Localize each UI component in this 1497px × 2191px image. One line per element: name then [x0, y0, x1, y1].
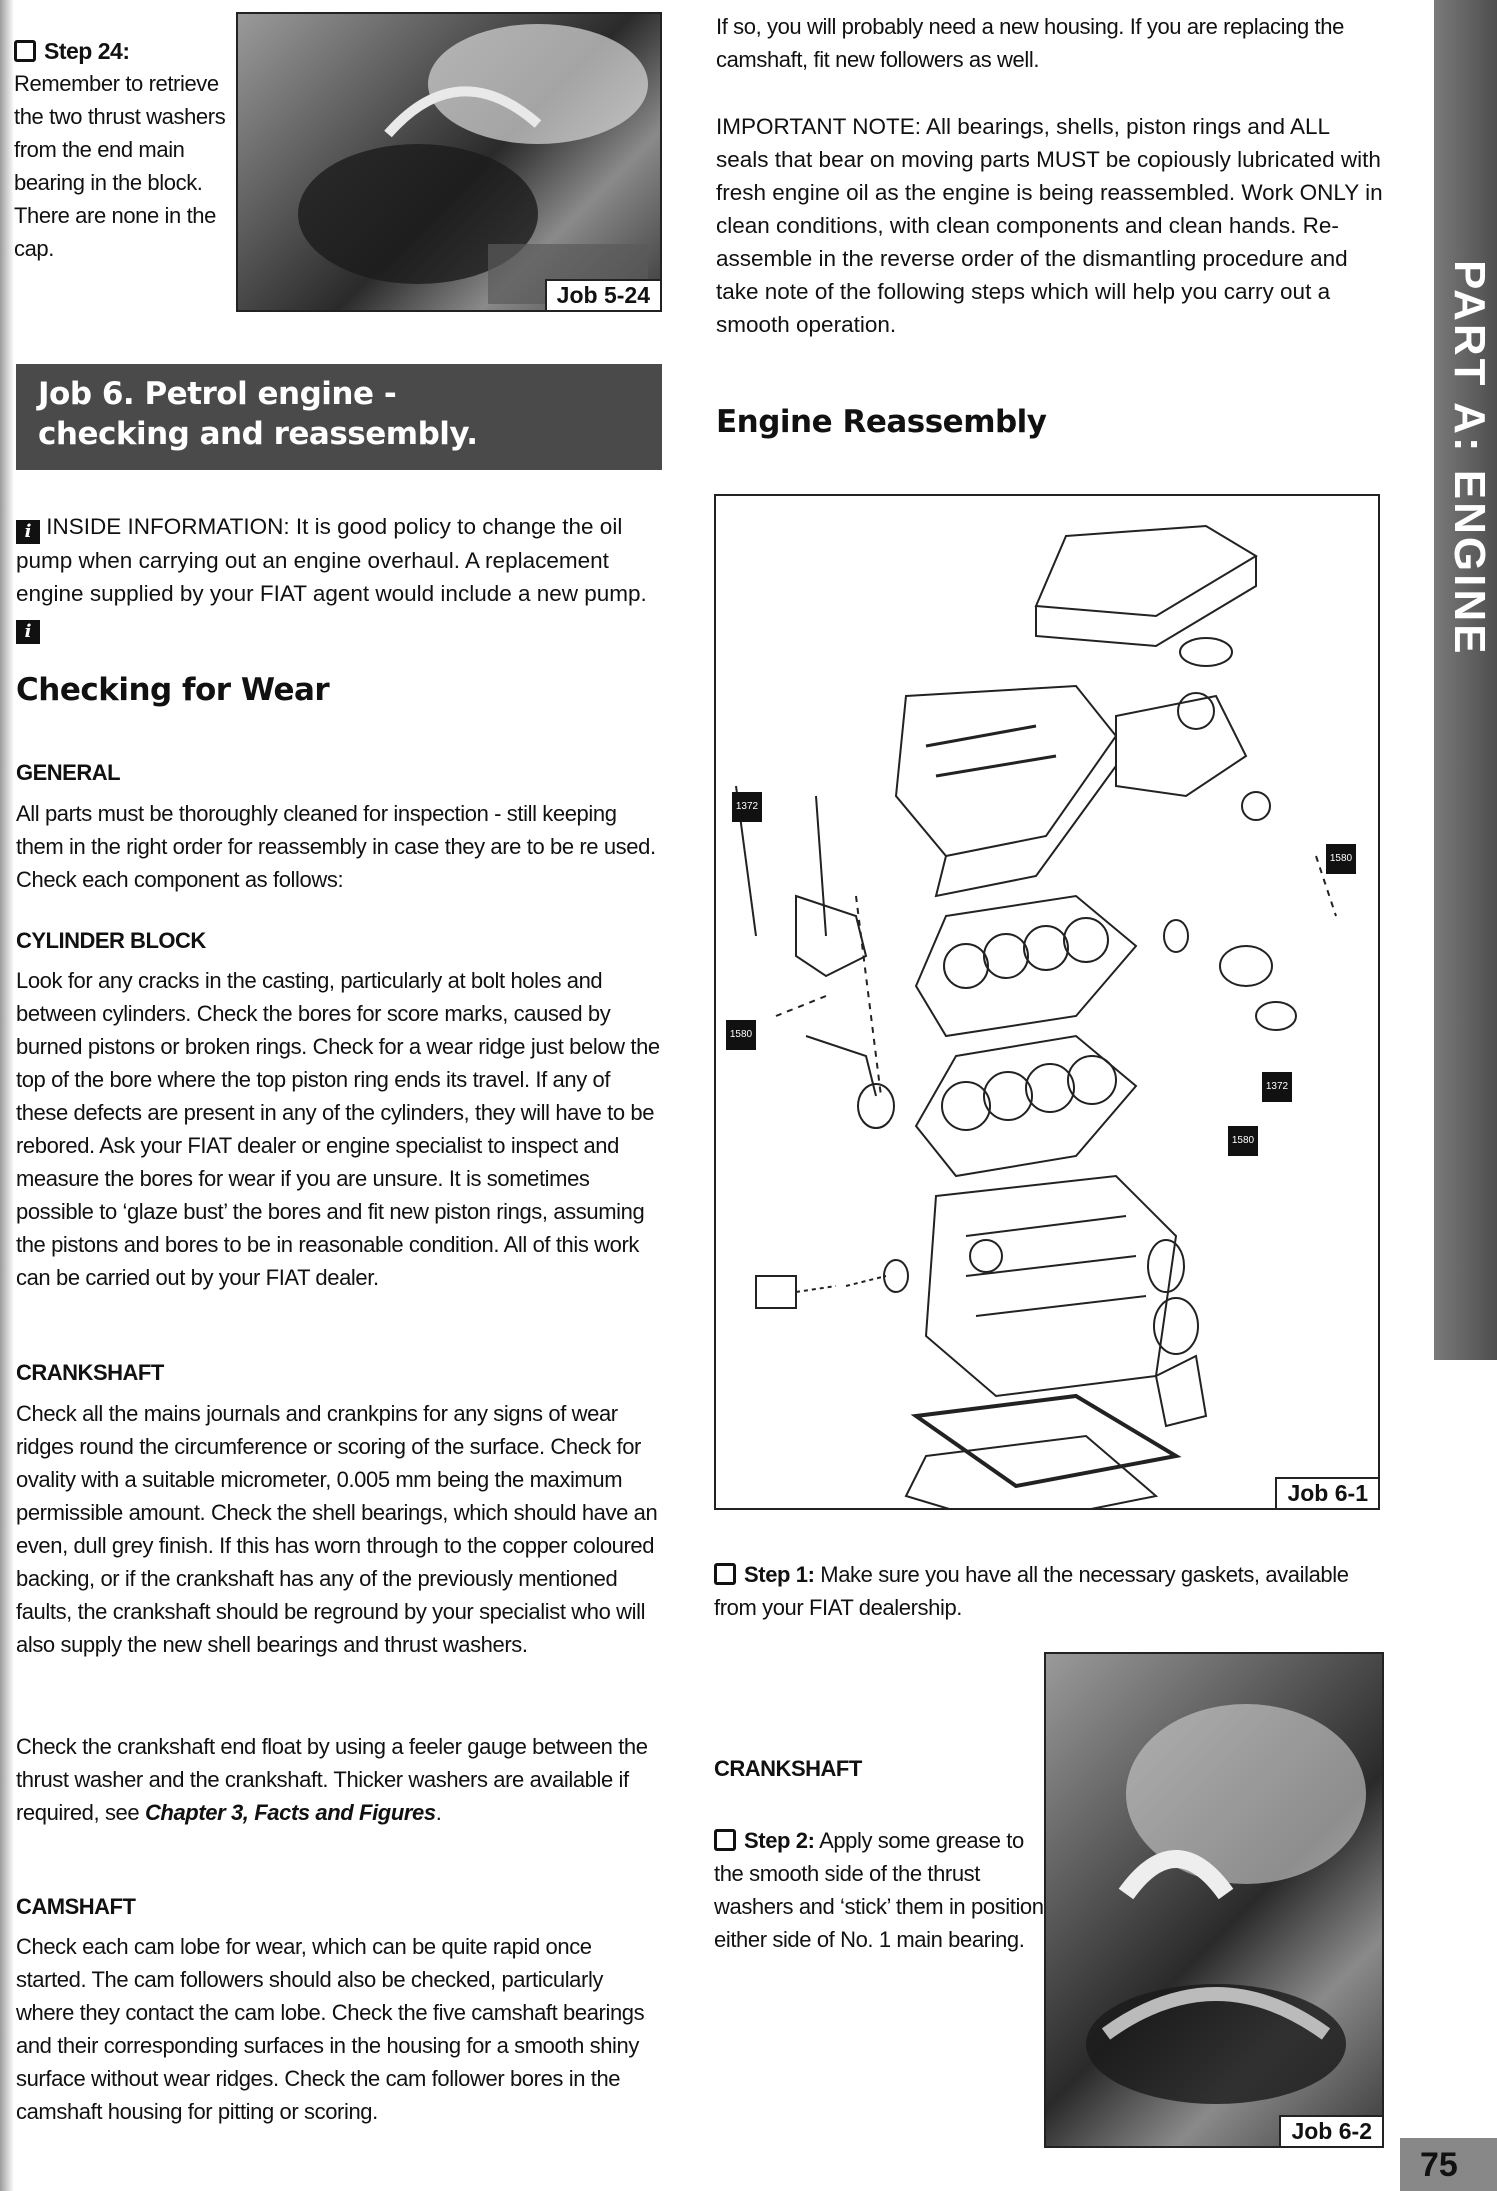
crankshaft-text-1: Check all the mains journals and crankpins for any signs of wear ridges round the circumference or scoring of the surface. Check for ovality with a suitable micrometer, 0.005 mm being the maximum permissible amount. Check the shell bearings, which should have an even, dull grey finish. If this has worn through to the copper coloured backing, or if the crankshaft has any of the previously mentioned faults, the crankshaft should be reground by your specialist who will also supply the new shell bearings and thrust washers. [16, 1401, 658, 1657]
cylinder-block-title: CYLINDER BLOCK [16, 928, 206, 953]
info-icon: i [16, 620, 40, 644]
camshaft-text: Check each cam lobe for wear, which can be quite rapid once started. The cam followers should also be checked, particularly where they contact the cam lobe. Check the five camshaft bearings and their corresponding surfaces in the housing for a smooth shiny surface without wear ridges. Check the cam follower bores in the camshaft housing for pitting or scoring. [16, 1934, 645, 2124]
checkbox-icon [14, 40, 36, 62]
photo-thrust-washer-grease [1046, 1654, 1384, 2148]
step1-label: Step 1: [744, 1562, 815, 1587]
gasket-set-badge: 1580 [726, 1020, 756, 1050]
checking-for-wear-title: Checking for Wear [16, 672, 330, 708]
crankshaft-title-left: CRANKSHAFT [16, 1360, 164, 1385]
crank-float-end: . [435, 1800, 442, 1825]
crank-float-text: Check the crankshaft end float by using a feeler gauge between the thrust washer and the crankshaft. Thicker washers are available if required, see [16, 1734, 648, 1825]
photo-label: Job 6-2 [1279, 2115, 1384, 2148]
photo-job-5-24 [236, 12, 662, 312]
step2-label: Step 2: [744, 1828, 815, 1853]
camshaft-title: CAMSHAFT [16, 1894, 136, 1919]
chapter-reference: Chapter 3, Facts and Figures [144, 1800, 436, 1825]
side-tab-text: PART A: ENGINE [1445, 260, 1494, 657]
gasket-set-badge: 1372 [732, 792, 762, 822]
gasket-set-badge: 1580 [1228, 1126, 1258, 1156]
page-number: 75 [1420, 2146, 1458, 2184]
crankshaft-text-2 [16, 1730, 656, 1829]
step2-block [714, 1824, 1050, 1956]
gasket-set-badge: 1372 [1262, 1072, 1292, 1102]
general-text: All parts must be thoroughly cleaned for inspection - still keeping them in the right order for reassembly in case they are to be re used. Check each component as follows: [16, 801, 656, 892]
photo-job-6-2 [1044, 1652, 1384, 2148]
step24-block [14, 38, 234, 265]
important-note: IMPORTANT NOTE: All bearings, shells, piston rings and ALL seals that bear on moving parts MUST be copiously lubricated with fresh engine oil as the engine is being reassembled. Work ONLY in clean conditions, with clean components and clean hands. Re-assemble in the reverse order of the dismantling procedure and take note of the following steps which will help you carry out a smooth operation. [716, 114, 1383, 337]
checkbox-icon [714, 1563, 736, 1585]
checkbox-icon [714, 1829, 736, 1851]
step24-text: Remember to retrieve the two thrust washers from the end main bearing in the block. There are none in the cap. [14, 71, 226, 261]
general-title: GENERAL [16, 760, 121, 785]
step24-label: Step 24: [44, 38, 130, 64]
engine-reassembly-title: Engine Reassembly [716, 404, 1047, 440]
diagram-label: Job 6-1 [1275, 1477, 1380, 1510]
gasket-set-badge: 1580 [1326, 844, 1356, 874]
photo-label: Job 5-24 [545, 279, 662, 312]
crankshaft-title-right: CRANKSHAFT [714, 1756, 862, 1781]
section-side-tab [1434, 0, 1497, 1360]
inside-information [16, 510, 666, 644]
cylinder-block-text: Look for any cracks in the casting, particularly at bolt holes and between cylinders. Check the bores for score marks, caused by burned pistons or broken rings. Check for a wear ridge just below the top of the bore where the top piston ring ends its travel. If any of these defects are present in any of the cylinders, they will have to be rebored. Ask your FIAT dealer or engine specialist to inspect and measure the bores for wear if you are unsure. It is sometimes possible to ‘glaze bust’ the bores and fit new piston rings, assuming the pistons and bores to be in reasonable condition. All of this work can be carried out by your FIAT dealer. [16, 968, 660, 1290]
job6-header-line1: Job 6. Petrol engine - [38, 376, 397, 412]
job6-header [16, 364, 662, 470]
photo-hands-thrust-washer [238, 14, 662, 312]
page-edge-shadow [0, 0, 14, 2191]
exploded-view-drawing [716, 496, 1380, 1510]
inside-info-text: INSIDE INFORMATION: It is good policy to change the oil pump when carrying out an engine overhaul. A replacement engine supplied by your FIAT agent would include a new pump. [16, 514, 647, 606]
info-icon: i [16, 520, 40, 544]
job6-header-line2: checking and reassembly. [38, 416, 478, 452]
engine-exploded-diagram [714, 494, 1380, 1510]
right-intro-text: If so, you will probably need a new housing. If you are replacing the camshaft, fit new followers as well. [716, 14, 1344, 72]
step1-text: Make sure you have all the necessary gaskets, available from your FIAT dealership. [714, 1562, 1349, 1620]
step1-block [714, 1558, 1364, 1624]
step2-text: Apply some grease to the smooth side of the thrust washers and ‘stick’ them in position either side of No. 1 main bearing. [714, 1828, 1044, 1952]
